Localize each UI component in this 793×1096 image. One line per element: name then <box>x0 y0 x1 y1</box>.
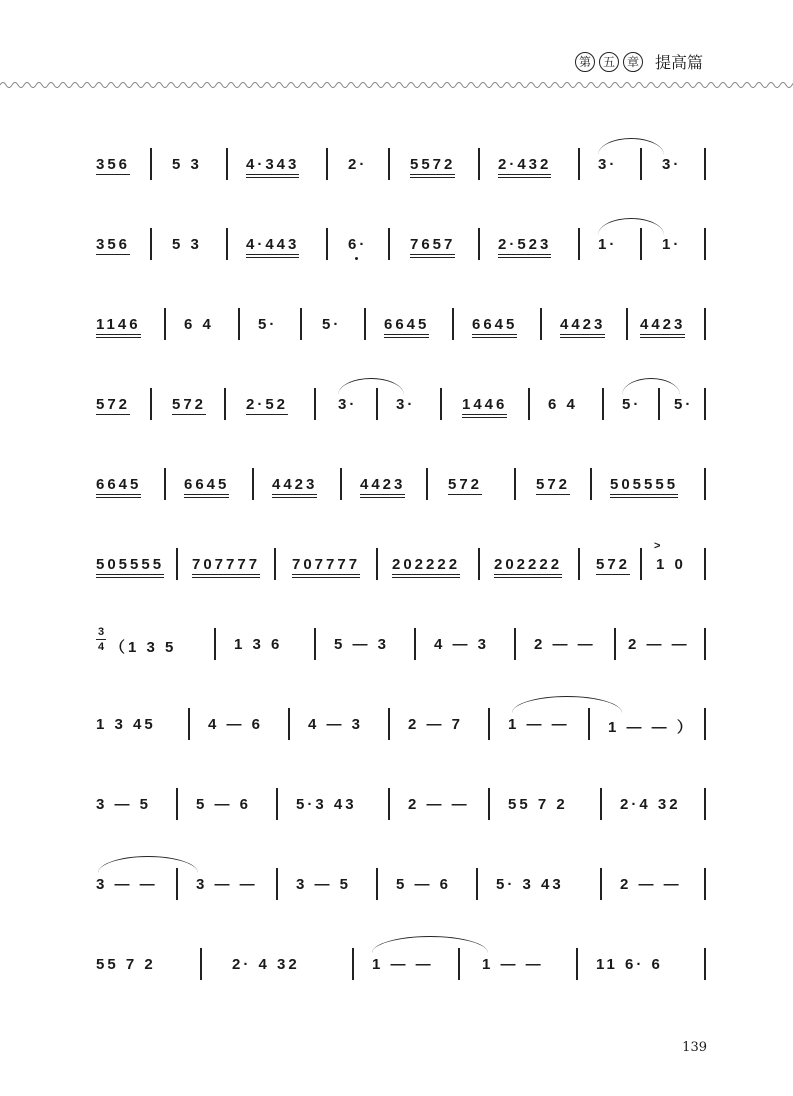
note-group: 356 <box>96 236 131 253</box>
note-group: 505555 <box>610 476 678 498</box>
tie-slur <box>598 138 664 155</box>
barline <box>150 388 152 420</box>
measure-3-5 <box>384 316 429 338</box>
measure-10-6 <box>620 876 682 893</box>
barline <box>476 868 478 900</box>
note-group: 3· <box>598 156 618 173</box>
barline <box>588 708 590 740</box>
note-group: 202222 <box>392 556 460 578</box>
note-group: 202222 <box>494 556 562 578</box>
note-group: 2·4 32 <box>620 796 681 813</box>
note-group: 2 — — <box>534 636 596 653</box>
score-row-11 <box>92 948 712 988</box>
note-group: 572 <box>172 396 207 413</box>
barline <box>274 548 276 580</box>
barline <box>478 148 480 180</box>
barline <box>188 708 190 740</box>
note-group: 6645 <box>96 476 141 498</box>
measure-4-4 <box>338 396 357 413</box>
note-group: 7657 <box>410 236 455 258</box>
measure-3-1 <box>96 316 141 338</box>
note-group: 6· <box>348 236 368 253</box>
barline <box>704 228 706 260</box>
measure-4-9 <box>674 396 693 413</box>
note-group: 5· <box>258 316 278 333</box>
measure-7-2 <box>234 636 282 653</box>
note-group: 1 — — <box>482 956 544 973</box>
measure-2-8 <box>662 236 681 253</box>
barline <box>704 628 706 660</box>
measure-7-3 <box>334 636 389 653</box>
barline <box>704 468 706 500</box>
measure-3-6 <box>472 316 517 338</box>
note-group: 6645 <box>472 316 517 338</box>
chapter-chip-1: 第 <box>575 52 595 72</box>
note-group: 6 4 <box>548 396 578 413</box>
note-group: 5· <box>322 316 342 333</box>
note-group: 2·52 <box>246 396 289 413</box>
measure-2-3 <box>246 236 299 258</box>
barline <box>704 868 706 900</box>
measure-4-3 <box>246 396 288 415</box>
barline <box>440 388 442 420</box>
measure-1-3 <box>246 156 299 178</box>
barline <box>388 708 390 740</box>
score-row-7 <box>92 628 712 668</box>
measure-6-7 <box>656 556 686 573</box>
barline <box>314 388 316 420</box>
measure-5-6 <box>536 476 570 495</box>
barline <box>590 468 592 500</box>
barline <box>388 148 390 180</box>
measure-9-6 <box>620 796 681 813</box>
score-row-2 <box>92 228 712 268</box>
measure-7-1 <box>110 636 176 657</box>
score-row-4 <box>92 388 712 428</box>
note-group: 2 — — <box>620 876 682 893</box>
note-group: 1 0 <box>656 556 686 573</box>
measure-4-5 <box>396 396 415 413</box>
barline <box>602 388 604 420</box>
barline <box>600 788 602 820</box>
note-group: 5· <box>674 396 694 413</box>
tie-slur <box>98 856 198 873</box>
tie-slur <box>512 696 622 713</box>
note-group: 2·432 <box>498 156 551 178</box>
measure-1-2 <box>172 156 202 173</box>
barline <box>150 148 152 180</box>
measure-9-1 <box>96 796 151 813</box>
barline <box>704 388 706 420</box>
barline <box>452 308 454 340</box>
note-group: 572 <box>448 476 483 493</box>
note-group: 3· <box>662 156 682 173</box>
note-group: 2· 4 32 <box>232 956 300 973</box>
chapter-chip-2: 五 <box>599 52 619 72</box>
note-group: 3· <box>396 396 416 413</box>
measure-2-5 <box>410 236 455 258</box>
measure-1-5 <box>410 156 455 178</box>
measure-6-1 <box>96 556 164 578</box>
barline <box>226 148 228 180</box>
measure-1-6 <box>498 156 551 178</box>
score-row-9 <box>92 788 712 828</box>
barline <box>300 308 302 340</box>
barline <box>578 148 580 180</box>
measure-2-4 <box>348 236 367 253</box>
barline <box>514 468 516 500</box>
note-group: 1 — — ） <box>608 719 695 736</box>
page-number: 139 <box>682 1040 707 1055</box>
tie-slur <box>622 378 680 395</box>
barline <box>426 468 428 500</box>
barline <box>640 228 642 260</box>
measure-3-2 <box>184 316 214 333</box>
measure-4-1 <box>96 396 130 415</box>
barline <box>704 948 706 980</box>
barline <box>314 628 316 660</box>
chapter-chip-3: 章 <box>623 52 643 72</box>
barline <box>388 228 390 260</box>
measure-10-5 <box>496 876 564 893</box>
barline <box>164 468 166 500</box>
note-group: 5· 3 43 <box>496 876 564 893</box>
note-group: 572 <box>96 396 131 413</box>
barline <box>458 948 460 980</box>
barline <box>276 868 278 900</box>
note-group: 1 3 45 <box>96 716 156 733</box>
note-group: 3 — — <box>96 876 158 893</box>
measure-5-5 <box>448 476 482 495</box>
barline <box>488 708 490 740</box>
barline <box>514 628 516 660</box>
barline <box>326 228 328 260</box>
note-group: 55 7 2 <box>508 796 568 813</box>
measure-6-3 <box>292 556 360 578</box>
barline <box>640 548 642 580</box>
barline <box>640 148 642 180</box>
measure-10-1 <box>96 876 158 893</box>
measure-8-3 <box>308 716 363 733</box>
tie-slur <box>372 936 488 953</box>
barline <box>704 788 706 820</box>
note-group: 4 — 3 <box>308 716 364 733</box>
barline <box>600 868 602 900</box>
barline <box>704 148 706 180</box>
time-signature-line <box>96 639 106 640</box>
measure-7-5 <box>534 636 596 653</box>
note-group: 5 — 6 <box>196 796 252 813</box>
note-group: 6645 <box>184 476 229 498</box>
barline <box>704 308 706 340</box>
note-group: 5 — 6 <box>396 876 452 893</box>
measure-10-2 <box>196 876 258 893</box>
note-group: 3· <box>338 396 358 413</box>
section-title: 提高篇 <box>654 53 703 72</box>
barline <box>150 228 152 260</box>
note-group: 2 — — <box>408 796 470 813</box>
barline <box>326 148 328 180</box>
barline <box>364 308 366 340</box>
measure-11-5 <box>596 956 663 973</box>
note-group: 2·523 <box>498 236 551 258</box>
measure-5-3 <box>272 476 317 498</box>
barline <box>578 548 580 580</box>
note-group: 4423 <box>360 476 405 498</box>
measure-2-6 <box>498 236 551 258</box>
note-group: 3 — 5 <box>296 876 352 893</box>
measure-8-4 <box>408 716 463 733</box>
measure-3-7 <box>560 316 605 338</box>
note-group: 1· <box>662 236 682 253</box>
measure-3-8 <box>640 316 685 338</box>
note-group: 707777 <box>192 556 260 578</box>
note-group: 5 3 <box>172 236 202 253</box>
measure-11-2 <box>232 956 300 973</box>
note-group: 4423 <box>560 316 605 338</box>
measure-3-3 <box>258 316 277 333</box>
note-group: 1 3 6 <box>234 636 283 653</box>
note-group: 356 <box>96 156 131 173</box>
barline <box>176 788 178 820</box>
measure-2-1 <box>96 236 130 255</box>
measure-8-5 <box>508 716 570 733</box>
score-row-10 <box>92 868 712 908</box>
barline <box>340 468 342 500</box>
note-group: 1146 <box>96 316 141 338</box>
measure-3-4 <box>322 316 341 333</box>
note-group: 11 6· 6 <box>596 956 663 973</box>
measure-2-7 <box>598 236 617 253</box>
time-signature-bottom: 4 <box>97 641 105 653</box>
measure-8-1 <box>96 716 156 733</box>
measure-11-1 <box>96 956 156 973</box>
measure-9-5 <box>508 796 568 813</box>
note-group: 4·343 <box>246 156 299 178</box>
note-group: 707777 <box>292 556 360 578</box>
measure-9-4 <box>408 796 470 813</box>
measure-5-7 <box>610 476 678 498</box>
note-group: 505555 <box>96 556 164 578</box>
note-group: 1 — — <box>372 956 434 973</box>
measure-1-8 <box>662 156 681 173</box>
barline <box>478 548 480 580</box>
note-group: 6645 <box>384 316 429 338</box>
measure-10-4 <box>396 876 451 893</box>
note-group: 5 3 <box>172 156 202 173</box>
score-row-1 <box>92 148 712 188</box>
time-signature-top: 3 <box>97 626 105 638</box>
barline <box>238 308 240 340</box>
note-group: 572 <box>536 476 571 493</box>
note-group: 55 7 2 <box>96 956 156 973</box>
measure-6-2 <box>192 556 260 578</box>
barline <box>578 228 580 260</box>
score-row-5 <box>92 468 712 508</box>
note-group: 2 — — <box>628 636 690 653</box>
barline <box>478 228 480 260</box>
measure-11-4 <box>482 956 544 973</box>
score-row-3 <box>92 308 712 348</box>
barline <box>376 548 378 580</box>
barline <box>214 628 216 660</box>
barline <box>226 228 228 260</box>
measure-5-4 <box>360 476 405 498</box>
time-signature <box>96 626 106 653</box>
note-group: 6 4 <box>184 316 214 333</box>
note-group: 2 — 7 <box>408 716 464 733</box>
note-group: 3 — — <box>196 876 258 893</box>
measure-5-2 <box>184 476 229 498</box>
barline <box>376 868 378 900</box>
measure-4-8 <box>622 396 641 413</box>
measure-11-3 <box>372 956 434 973</box>
barline <box>176 548 178 580</box>
barline <box>658 388 660 420</box>
barline <box>528 388 530 420</box>
barline <box>352 948 354 980</box>
measure-5-1 <box>96 476 141 498</box>
measure-4-2 <box>172 396 206 415</box>
note-group: 4423 <box>272 476 317 498</box>
score-row-8 <box>92 708 712 748</box>
note-group: 5 — 3 <box>334 636 390 653</box>
barline <box>488 788 490 820</box>
measure-8-2 <box>208 716 263 733</box>
barline <box>276 788 278 820</box>
measure-4-7 <box>548 396 578 413</box>
score-row-6 <box>92 540 712 588</box>
barline <box>576 948 578 980</box>
measure-4-6 <box>462 396 507 418</box>
barline <box>388 788 390 820</box>
note-group: 3 — 5 <box>96 796 152 813</box>
measure-6-6 <box>596 556 630 575</box>
measure-6-4 <box>392 556 460 578</box>
measure-1-1 <box>96 156 130 175</box>
barline <box>614 628 616 660</box>
measure-9-3 <box>296 796 357 813</box>
measure-9-2 <box>196 796 251 813</box>
note-group: 5· <box>622 396 642 413</box>
note-group: （1 3 5 <box>110 639 177 656</box>
barline <box>626 308 628 340</box>
note-group: 1· <box>598 236 618 253</box>
tie-slur <box>338 378 404 395</box>
measure-6-5 <box>494 556 562 578</box>
note-group: 1 — — <box>508 716 570 733</box>
measure-7-4 <box>434 636 489 653</box>
note-group: 1446 <box>462 396 507 418</box>
note-group: 4423 <box>640 316 685 338</box>
barline <box>288 708 290 740</box>
measure-1-4 <box>348 156 367 173</box>
measure-1-7 <box>598 156 617 173</box>
barline <box>164 308 166 340</box>
measure-7-6 <box>628 636 690 653</box>
barline <box>252 468 254 500</box>
barline <box>376 388 378 420</box>
barline <box>540 308 542 340</box>
tie-slur <box>598 218 664 235</box>
note-group: 5572 <box>410 156 455 178</box>
barline <box>200 948 202 980</box>
barline <box>414 628 416 660</box>
note-group: 4 — 6 <box>208 716 264 733</box>
barline <box>224 388 226 420</box>
measure-10-3 <box>296 876 351 893</box>
barline <box>704 548 706 580</box>
note-group: 5·3 43 <box>296 796 357 813</box>
barline <box>704 708 706 740</box>
note-group: 572 <box>596 556 631 573</box>
barline <box>176 868 178 900</box>
note-group: 4·443 <box>246 236 299 258</box>
measure-8-6 <box>608 716 695 737</box>
measure-2-2 <box>172 236 202 253</box>
accent-mark: > <box>654 540 661 552</box>
note-group: 4 — 3 <box>434 636 490 653</box>
note-group: 2· <box>348 156 368 173</box>
